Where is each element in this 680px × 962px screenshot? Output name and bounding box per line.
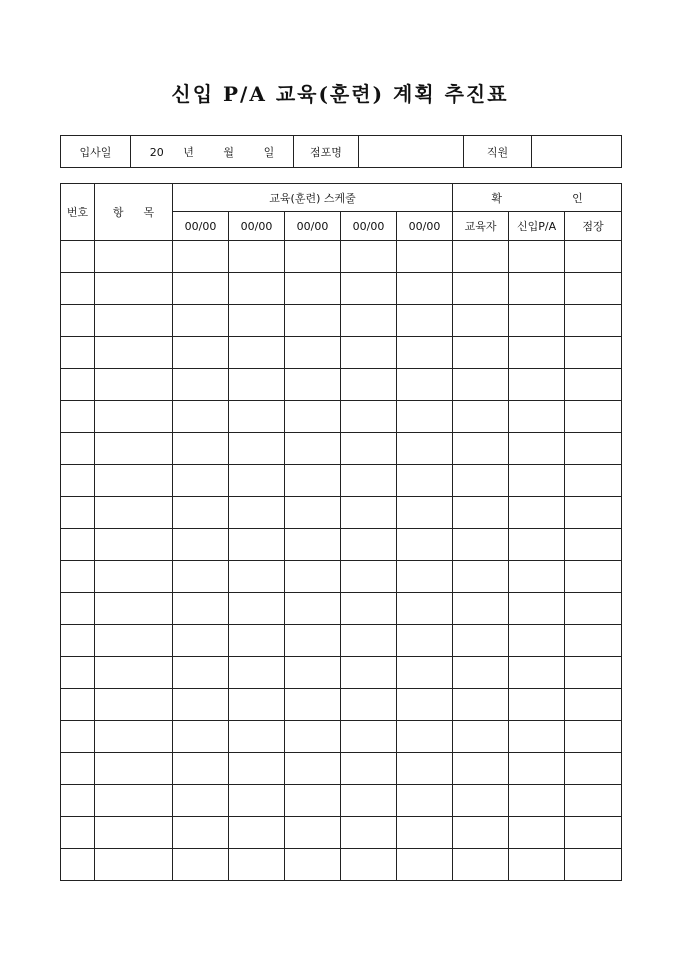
table-cell[interactable] bbox=[509, 657, 565, 689]
col-header-number: 번호 bbox=[61, 184, 95, 241]
table-cell[interactable] bbox=[509, 369, 565, 401]
table-cell[interactable] bbox=[453, 561, 509, 593]
table-cell[interactable] bbox=[565, 849, 622, 881]
table-row bbox=[61, 273, 622, 305]
page-title: 신입 P/A 교육(훈련) 계획 추진표 bbox=[171, 82, 509, 106]
table-row bbox=[61, 625, 622, 657]
table-cell[interactable] bbox=[453, 753, 509, 785]
table-cell[interactable] bbox=[565, 625, 622, 657]
table-cell[interactable] bbox=[173, 657, 229, 689]
table-cell[interactable] bbox=[453, 817, 509, 849]
table-cell[interactable] bbox=[509, 401, 565, 433]
table-cell[interactable] bbox=[509, 497, 565, 529]
table-cell[interactable] bbox=[173, 785, 229, 817]
table-cell[interactable] bbox=[285, 817, 341, 849]
table-cell[interactable] bbox=[565, 497, 622, 529]
table-row bbox=[61, 817, 622, 849]
table-cell[interactable] bbox=[453, 593, 509, 625]
table-cell[interactable] bbox=[509, 593, 565, 625]
table-cell[interactable] bbox=[397, 753, 453, 785]
table-cell[interactable] bbox=[565, 529, 622, 561]
table-cell[interactable] bbox=[397, 241, 453, 273]
table-cell[interactable] bbox=[397, 273, 453, 305]
table-cell[interactable] bbox=[229, 305, 285, 337]
table-cell[interactable] bbox=[173, 241, 229, 273]
table-cell[interactable] bbox=[397, 625, 453, 657]
table-cell[interactable] bbox=[95, 657, 173, 689]
table-cell[interactable] bbox=[565, 401, 622, 433]
table-cell[interactable] bbox=[341, 529, 397, 561]
table-cell[interactable] bbox=[509, 305, 565, 337]
table-row bbox=[61, 369, 622, 401]
table-cell[interactable] bbox=[397, 497, 453, 529]
table-cell[interactable] bbox=[95, 273, 173, 305]
table-cell[interactable] bbox=[61, 241, 95, 273]
table-cell[interactable] bbox=[565, 305, 622, 337]
schedule-date-5: 00/00 bbox=[397, 212, 453, 241]
table-cell[interactable] bbox=[285, 529, 341, 561]
table-cell[interactable] bbox=[95, 689, 173, 721]
table-cell[interactable] bbox=[397, 817, 453, 849]
table-row bbox=[61, 337, 622, 369]
table-cell[interactable] bbox=[565, 657, 622, 689]
table-cell[interactable] bbox=[95, 241, 173, 273]
table-cell[interactable] bbox=[509, 241, 565, 273]
table-cell[interactable] bbox=[509, 849, 565, 881]
table-cell[interactable] bbox=[285, 689, 341, 721]
table-cell[interactable] bbox=[95, 785, 173, 817]
table-cell[interactable] bbox=[453, 657, 509, 689]
table-row bbox=[61, 689, 622, 721]
table-row bbox=[61, 401, 622, 433]
table-cell[interactable] bbox=[285, 625, 341, 657]
table-cell[interactable] bbox=[509, 561, 565, 593]
table-cell[interactable] bbox=[341, 497, 397, 529]
table-cell[interactable] bbox=[565, 721, 622, 753]
table-cell[interactable] bbox=[285, 785, 341, 817]
table-cell[interactable] bbox=[397, 849, 453, 881]
table-cell[interactable] bbox=[61, 849, 95, 881]
table-cell[interactable] bbox=[565, 273, 622, 305]
year-prefix: 20 bbox=[149, 145, 164, 159]
table-cell[interactable] bbox=[341, 849, 397, 881]
table-cell[interactable] bbox=[565, 241, 622, 273]
table-cell[interactable] bbox=[397, 337, 453, 369]
table-cell[interactable] bbox=[453, 401, 509, 433]
table-cell[interactable] bbox=[453, 497, 509, 529]
table-cell[interactable] bbox=[509, 753, 565, 785]
table-cell[interactable] bbox=[341, 657, 397, 689]
table-cell[interactable] bbox=[341, 785, 397, 817]
table-cell[interactable] bbox=[397, 305, 453, 337]
join-date-label: 입사일 bbox=[61, 136, 131, 168]
table-cell[interactable] bbox=[285, 497, 341, 529]
month-unit: 월 bbox=[223, 145, 235, 159]
table-cell[interactable] bbox=[229, 561, 285, 593]
table-cell[interactable] bbox=[509, 785, 565, 817]
table-cell[interactable] bbox=[61, 529, 95, 561]
table-cell[interactable] bbox=[509, 337, 565, 369]
table-cell[interactable] bbox=[397, 465, 453, 497]
table-cell[interactable] bbox=[61, 401, 95, 433]
info-table bbox=[60, 135, 622, 168]
table-cell[interactable] bbox=[509, 465, 565, 497]
store-field[interactable] bbox=[359, 136, 464, 168]
table-cell[interactable] bbox=[95, 369, 173, 401]
table-cell[interactable] bbox=[173, 689, 229, 721]
table-cell[interactable] bbox=[341, 337, 397, 369]
table-cell[interactable] bbox=[509, 721, 565, 753]
table-cell[interactable] bbox=[285, 849, 341, 881]
table-cell[interactable] bbox=[397, 657, 453, 689]
confirm-header bbox=[453, 184, 622, 212]
table-cell[interactable] bbox=[61, 785, 95, 817]
table-cell[interactable] bbox=[173, 529, 229, 561]
store-label: 점포명 bbox=[294, 136, 359, 168]
table-cell[interactable] bbox=[61, 465, 95, 497]
confirm-col-manager: 점장 bbox=[565, 212, 622, 241]
table-cell[interactable] bbox=[341, 433, 397, 465]
table-cell[interactable] bbox=[229, 785, 285, 817]
table-cell[interactable] bbox=[173, 273, 229, 305]
table-cell[interactable] bbox=[341, 561, 397, 593]
year-unit: 년 bbox=[183, 145, 194, 159]
table-row bbox=[61, 849, 622, 881]
table-row bbox=[61, 241, 622, 273]
table-cell[interactable] bbox=[565, 593, 622, 625]
col-header-item bbox=[95, 184, 173, 241]
table-row bbox=[61, 657, 622, 689]
table-cell[interactable] bbox=[285, 305, 341, 337]
table-cell[interactable] bbox=[173, 817, 229, 849]
schedule-date-3: 00/00 bbox=[285, 212, 341, 241]
table-cell[interactable] bbox=[453, 785, 509, 817]
table-row bbox=[61, 593, 622, 625]
table-cell[interactable] bbox=[173, 593, 229, 625]
table-cell[interactable] bbox=[397, 529, 453, 561]
table-cell[interactable] bbox=[61, 497, 95, 529]
table-cell[interactable] bbox=[173, 369, 229, 401]
table-cell[interactable] bbox=[95, 465, 173, 497]
table-row bbox=[61, 529, 622, 561]
schedule-table bbox=[60, 183, 622, 881]
table-cell[interactable] bbox=[453, 337, 509, 369]
table-cell[interactable] bbox=[565, 561, 622, 593]
table-cell[interactable] bbox=[285, 593, 341, 625]
table-cell[interactable] bbox=[509, 817, 565, 849]
table-cell[interactable] bbox=[565, 369, 622, 401]
table-cell[interactable] bbox=[341, 817, 397, 849]
day-unit: 일 bbox=[263, 145, 275, 159]
table-cell[interactable] bbox=[61, 625, 95, 657]
table-cell[interactable] bbox=[565, 689, 622, 721]
table-cell[interactable] bbox=[397, 721, 453, 753]
col-header-item-a: 항 bbox=[112, 206, 124, 219]
table-cell[interactable] bbox=[173, 401, 229, 433]
table-cell[interactable] bbox=[565, 433, 622, 465]
table-cell[interactable] bbox=[341, 401, 397, 433]
table-cell[interactable] bbox=[285, 433, 341, 465]
table-cell[interactable] bbox=[285, 721, 341, 753]
confirm-header-b: 인 bbox=[572, 191, 583, 205]
table-cell[interactable] bbox=[95, 561, 173, 593]
table-cell[interactable] bbox=[341, 753, 397, 785]
table-cell[interactable] bbox=[229, 689, 285, 721]
table-cell[interactable] bbox=[229, 401, 285, 433]
table-cell[interactable] bbox=[229, 593, 285, 625]
table-cell[interactable] bbox=[229, 433, 285, 465]
table-cell[interactable] bbox=[285, 273, 341, 305]
table-cell[interactable] bbox=[61, 721, 95, 753]
table-cell[interactable] bbox=[285, 465, 341, 497]
table-cell[interactable] bbox=[285, 561, 341, 593]
table-cell[interactable] bbox=[173, 721, 229, 753]
staff-label: 직원 bbox=[464, 136, 532, 168]
table-cell[interactable] bbox=[61, 369, 95, 401]
table-row bbox=[61, 305, 622, 337]
table-cell[interactable] bbox=[229, 497, 285, 529]
table-cell[interactable] bbox=[95, 401, 173, 433]
table-cell[interactable] bbox=[61, 817, 95, 849]
table-cell[interactable] bbox=[565, 465, 622, 497]
table-cell[interactable] bbox=[453, 689, 509, 721]
table-cell[interactable] bbox=[229, 721, 285, 753]
table-cell[interactable] bbox=[173, 433, 229, 465]
table-cell[interactable] bbox=[397, 785, 453, 817]
table-cell[interactable] bbox=[285, 241, 341, 273]
join-date-field[interactable] bbox=[131, 136, 294, 168]
table-cell[interactable] bbox=[397, 689, 453, 721]
table-cell[interactable] bbox=[61, 561, 95, 593]
table-cell[interactable] bbox=[95, 305, 173, 337]
table-cell[interactable] bbox=[61, 689, 95, 721]
table-cell[interactable] bbox=[229, 753, 285, 785]
table-cell[interactable] bbox=[509, 433, 565, 465]
table-cell[interactable] bbox=[509, 529, 565, 561]
table-cell[interactable] bbox=[341, 465, 397, 497]
col-header-item-b: 목 bbox=[143, 206, 155, 219]
table-cell[interactable] bbox=[453, 465, 509, 497]
table-row bbox=[61, 561, 622, 593]
table-cell[interactable] bbox=[173, 753, 229, 785]
table-cell[interactable] bbox=[95, 593, 173, 625]
table-cell[interactable] bbox=[341, 593, 397, 625]
table-cell[interactable] bbox=[229, 625, 285, 657]
table-cell[interactable] bbox=[229, 337, 285, 369]
table-cell[interactable] bbox=[341, 369, 397, 401]
table-cell[interactable] bbox=[509, 273, 565, 305]
table-cell[interactable] bbox=[61, 657, 95, 689]
table-cell[interactable] bbox=[95, 337, 173, 369]
table-cell[interactable] bbox=[509, 625, 565, 657]
table-row bbox=[61, 433, 622, 465]
table-cell[interactable] bbox=[341, 721, 397, 753]
table-cell[interactable] bbox=[397, 593, 453, 625]
table-cell[interactable] bbox=[61, 593, 95, 625]
table-cell[interactable] bbox=[229, 529, 285, 561]
table-cell[interactable] bbox=[285, 657, 341, 689]
table-cell[interactable] bbox=[453, 433, 509, 465]
table-cell[interactable] bbox=[95, 625, 173, 657]
table-cell[interactable] bbox=[173, 465, 229, 497]
table-cell[interactable] bbox=[229, 241, 285, 273]
table-row bbox=[61, 753, 622, 785]
table-cell[interactable] bbox=[95, 721, 173, 753]
table-cell[interactable] bbox=[397, 401, 453, 433]
table-cell[interactable] bbox=[565, 817, 622, 849]
table-cell[interactable] bbox=[397, 369, 453, 401]
confirm-col-new-pa: 신입P/A bbox=[509, 212, 565, 241]
table-cell[interactable] bbox=[95, 753, 173, 785]
confirm-header-a: 확 bbox=[491, 191, 503, 205]
table-cell[interactable] bbox=[341, 689, 397, 721]
table-cell[interactable] bbox=[509, 689, 565, 721]
table-cell[interactable] bbox=[285, 369, 341, 401]
table-cell[interactable] bbox=[173, 305, 229, 337]
table-cell[interactable] bbox=[453, 369, 509, 401]
staff-field[interactable] bbox=[532, 136, 622, 168]
table-row bbox=[61, 465, 622, 497]
table-cell[interactable] bbox=[285, 337, 341, 369]
table-cell[interactable] bbox=[453, 305, 509, 337]
table-cell[interactable] bbox=[341, 625, 397, 657]
table-cell[interactable] bbox=[229, 657, 285, 689]
table-cell[interactable] bbox=[397, 561, 453, 593]
table-cell[interactable] bbox=[61, 433, 95, 465]
table-cell[interactable] bbox=[453, 241, 509, 273]
table-cell[interactable] bbox=[453, 529, 509, 561]
table-row bbox=[61, 497, 622, 529]
table-cell[interactable] bbox=[453, 273, 509, 305]
table-cell[interactable] bbox=[565, 337, 622, 369]
table-cell[interactable] bbox=[173, 561, 229, 593]
table-cell[interactable] bbox=[61, 305, 95, 337]
confirm-col-trainer: 교육자 bbox=[453, 212, 509, 241]
table-cell[interactable] bbox=[95, 433, 173, 465]
table-body bbox=[61, 241, 622, 881]
table-cell[interactable] bbox=[229, 817, 285, 849]
schedule-date-1: 00/00 bbox=[173, 212, 229, 241]
table-cell[interactable] bbox=[397, 433, 453, 465]
table-cell[interactable] bbox=[95, 529, 173, 561]
table-cell[interactable] bbox=[341, 305, 397, 337]
table-cell[interactable] bbox=[95, 849, 173, 881]
table-cell[interactable] bbox=[229, 849, 285, 881]
table-cell[interactable] bbox=[565, 753, 622, 785]
table-row bbox=[61, 721, 622, 753]
table-cell[interactable] bbox=[229, 369, 285, 401]
table-cell[interactable] bbox=[565, 785, 622, 817]
table-cell[interactable] bbox=[341, 273, 397, 305]
table-cell[interactable] bbox=[453, 625, 509, 657]
table-cell[interactable] bbox=[453, 849, 509, 881]
table-cell[interactable] bbox=[173, 337, 229, 369]
table-cell[interactable] bbox=[453, 721, 509, 753]
table-cell[interactable] bbox=[173, 497, 229, 529]
table-cell[interactable] bbox=[229, 273, 285, 305]
table-cell[interactable] bbox=[173, 849, 229, 881]
schedule-date-2: 00/00 bbox=[229, 212, 285, 241]
table-cell[interactable] bbox=[61, 337, 95, 369]
table-cell[interactable] bbox=[95, 817, 173, 849]
table-cell[interactable] bbox=[229, 465, 285, 497]
table-cell[interactable] bbox=[173, 625, 229, 657]
table-cell[interactable] bbox=[61, 753, 95, 785]
schedule-date-4: 00/00 bbox=[341, 212, 397, 241]
table-cell[interactable] bbox=[285, 401, 341, 433]
schedule-header: 교육(훈련) 스케줄 bbox=[173, 184, 453, 212]
table-cell[interactable] bbox=[61, 273, 95, 305]
table-row bbox=[61, 785, 622, 817]
table-cell[interactable] bbox=[285, 753, 341, 785]
table-cell[interactable] bbox=[95, 497, 173, 529]
table-cell[interactable] bbox=[341, 241, 397, 273]
